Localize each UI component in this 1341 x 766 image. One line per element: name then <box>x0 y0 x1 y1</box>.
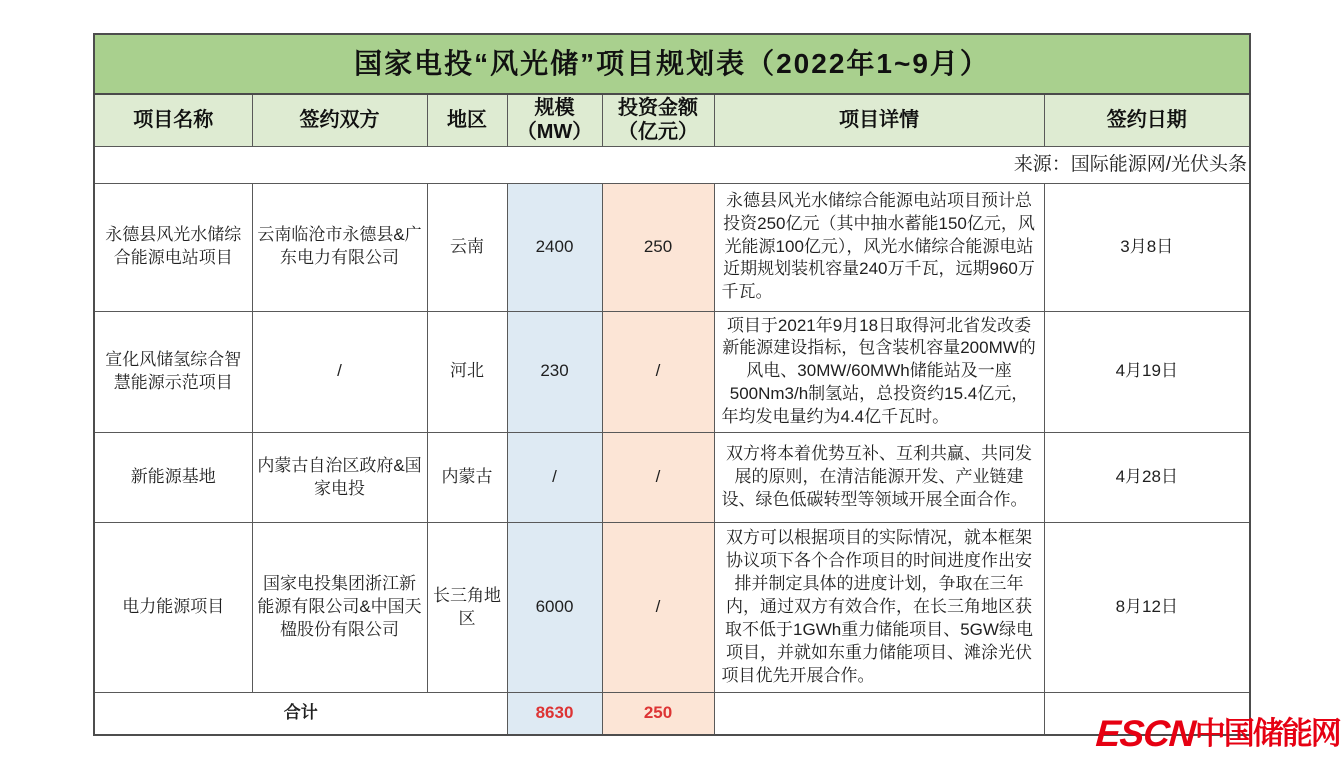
cell-scale-mw: 230 <box>507 311 602 433</box>
escn-logo-text: ESCN <box>1094 713 1197 754</box>
escn-logo <box>1096 710 1340 755</box>
cell-investment: / <box>602 523 714 693</box>
cell-sign-date: 8月12日 <box>1044 523 1250 693</box>
col-header-label: 投资金额 <box>618 97 698 120</box>
cell-investment: / <box>602 433 714 523</box>
col-header-investment <box>602 94 714 146</box>
col-header-unit: （MW） <box>516 121 593 144</box>
cell-sign-date: 3月8日 <box>1044 183 1250 311</box>
total-investment: 250 <box>602 693 714 735</box>
col-header-label: 签约日期 <box>1106 109 1187 132</box>
table-row <box>94 433 1250 523</box>
col-header-label: 签约双方 <box>299 109 380 132</box>
project-plan-table <box>93 33 1251 736</box>
col-header-label: 项目名称 <box>133 109 214 132</box>
col-header-label: 规模 <box>534 97 575 120</box>
cell-details: 永德县风光水储综合能源电站项目预计总投资250亿元（其中抽水蓄能150亿元，风光能源100亿元），风光水储综合能源电站近期规划装机容量240万千瓦，远期960万千瓦。 <box>714 183 1044 311</box>
cell-scale-mw: 6000 <box>507 523 602 693</box>
col-header-unit: （亿元） <box>618 121 698 144</box>
cell-parties: 国家电投集团浙江新能源有限公司&中国天楹股份有限公司 <box>252 523 427 693</box>
cell-scale-mw: / <box>507 433 602 523</box>
col-header-scale <box>507 94 602 146</box>
cell-project-name: 新能源基地 <box>94 433 252 523</box>
col-header-label: 项目详情 <box>839 109 919 132</box>
col-header-label: 地区 <box>447 109 487 132</box>
cell-investment: 250 <box>602 183 714 311</box>
col-header-region <box>427 94 507 146</box>
cell-sign-date: 4月19日 <box>1044 311 1250 433</box>
cell-parties: / <box>252 311 427 433</box>
cell-investment: / <box>602 311 714 433</box>
table-row <box>94 183 1250 311</box>
cell-scale-mw: 2400 <box>507 183 602 311</box>
cell-details: 双方将本着优势互补、互利共赢、共同发展的原则，在清洁能源开发、产业链建设、绿色低碳转型等领域开展全面合作。 <box>714 433 1044 523</box>
cell-project-name: 宣化风储氢综合智慧能源示范项目 <box>94 311 252 433</box>
col-header-project-name <box>94 94 252 146</box>
cell-region: 河北 <box>427 311 507 433</box>
source-note: 来源：国际能源网/光伏头条 <box>94 146 1250 183</box>
table-row <box>94 523 1250 693</box>
col-header-parties <box>252 94 427 146</box>
cell-region: 云南 <box>427 183 507 311</box>
total-label: 合计 <box>94 693 507 735</box>
cell-parties: 云南临沧市永德县&广东电力有限公司 <box>252 183 427 311</box>
cell-details: 双方可以根据项目的实际情况，就本框架协议项下各个合作项目的时间进度作出安排并制定具体的进度计划，争取在三年内，通过双方有效合作，在长三角地区获取不低于1GWh重力储能项目、5GW绿电项目，并就如东重力储能项目、滩涂光伏项目优先开展合作。 <box>714 523 1044 693</box>
col-header-sign-date <box>1044 94 1250 146</box>
cell-sign-date: 4月28日 <box>1044 433 1250 523</box>
source-row <box>94 146 1250 183</box>
cell-parties: 内蒙古自治区政府&国家电投 <box>252 433 427 523</box>
total-scale-mw: 8630 <box>507 693 602 735</box>
total-details-empty <box>714 693 1044 735</box>
cell-region: 长三角地区 <box>427 523 507 693</box>
table-title: 国家电投“风光储”项目规划表（2022年1~9月） <box>94 34 1250 94</box>
title-row <box>94 34 1250 94</box>
cell-project-name: 电力能源项目 <box>94 523 252 693</box>
header-row <box>94 94 1250 146</box>
col-header-details <box>714 94 1044 146</box>
cell-region: 内蒙古 <box>427 433 507 523</box>
table-row <box>94 311 1250 433</box>
total-row <box>94 693 1250 735</box>
cell-details: 项目于2021年9月18日取得河北省发改委新能源建设指标，包含装机容量200MW的风电、30MW/60MWh储能站及一座500Nm3/h制氢站，总投资约15.4亿元，年均发电量约为4.4亿千瓦时。 <box>714 311 1044 433</box>
escn-logo-suffix: 中国储能网 <box>1194 716 1340 751</box>
cell-project-name: 永德县风光水储综合能源电站项目 <box>94 183 252 311</box>
